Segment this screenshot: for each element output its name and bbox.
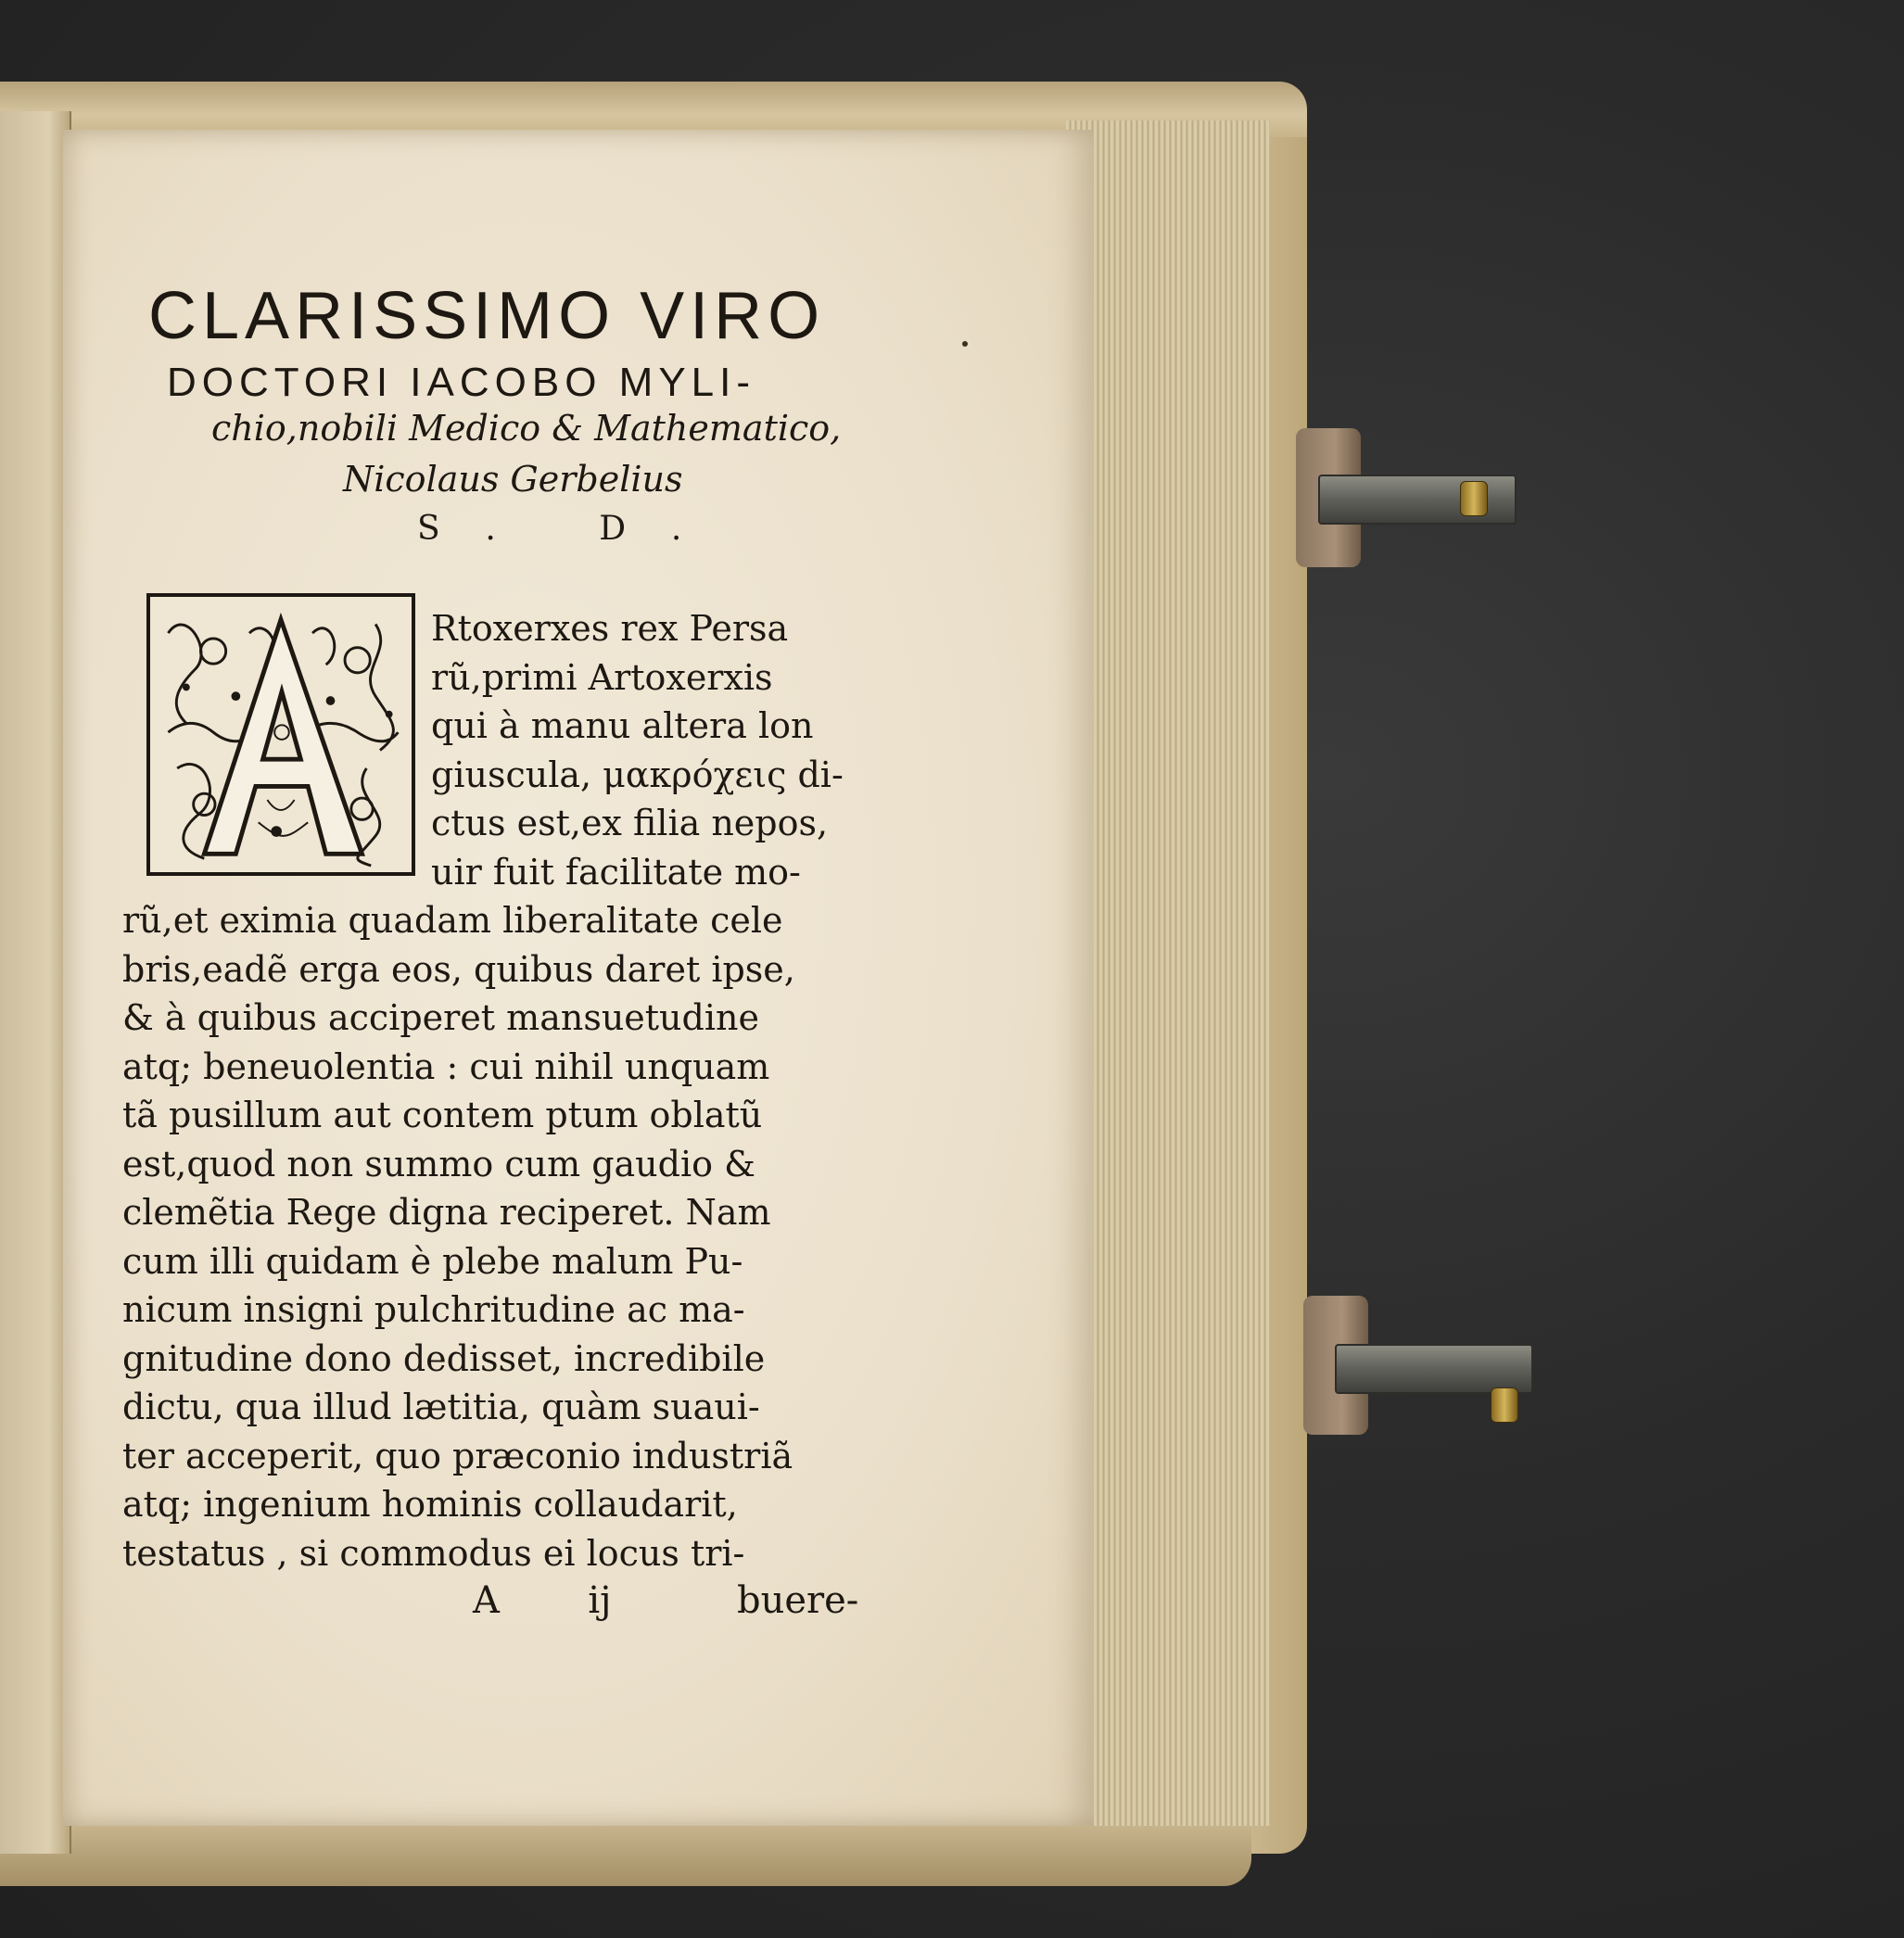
text-line: ter acceperit, quo præconio industriã [122, 1435, 793, 1476]
text-line: est,quod non summo cum gaudio & [122, 1143, 755, 1184]
paragraph-main [122, 896, 795, 1577]
left-page-strip [0, 111, 71, 1854]
ink-speck [962, 341, 968, 347]
clasp-rivet-lower [1491, 1387, 1518, 1423]
text-line: nicum insigni pulchritudine ac ma- [122, 1289, 745, 1330]
book-bottom-edge [0, 1821, 1251, 1886]
text-line: uir fuit facilitate mo- [431, 851, 801, 893]
signature-number: ij [588, 1579, 612, 1622]
salutation-line: S. D. [417, 510, 729, 548]
text-line: dictu, qua illud lætitia, quàm suaui- [122, 1387, 760, 1427]
clasp-lower [1335, 1344, 1533, 1394]
text-line: gnitudine dono dedisset, incredibile [122, 1337, 766, 1379]
text-line: & à quibus acciperet mansuetudine [122, 997, 759, 1038]
text-line: clemẽtia Rege digna reciperet. Nam [122, 1192, 771, 1233]
decorated-initial [146, 593, 415, 876]
addressee-line: DOCTORI IACOBO MYLI- [167, 360, 756, 405]
text-line: rũ,et eximia quadam liberalitate cele [122, 900, 783, 941]
page-title: CLARISSIMO VIRO [148, 279, 826, 353]
text-line: atq; ingenium hominis collaudarit, [122, 1484, 738, 1525]
dedication-line-3: chio,nobili Medico & Mathematico, [211, 408, 842, 449]
text-line: cum illi quidam è plebe malum Pu- [122, 1240, 743, 1282]
text-line: Rtoxerxes rex Persa [431, 608, 789, 649]
initial-letter [150, 597, 412, 872]
text-line: qui à manu altera lon [431, 705, 814, 746]
text-line: atq; beneuolentia : cui nihil unquam [122, 1045, 770, 1087]
paragraph-side [431, 604, 844, 896]
text-line: ctus est,ex filia nepos, [431, 803, 829, 843]
catchword: buere- [736, 1579, 859, 1622]
signature-mark: A [473, 1579, 500, 1622]
text-line: bris,eadẽ erga eos, quibus daret ipse, [122, 948, 795, 990]
text-line: tã pusillum aut contem ptum oblatũ [122, 1095, 763, 1135]
text-line: giuscula, μακρόχεις di- [431, 754, 844, 795]
author-line: Nicolaus Gerbelius [343, 459, 683, 500]
clasp-rivet-upper [1460, 481, 1488, 516]
text-line: rũ,primi Artoxerxis [431, 656, 773, 698]
signature-line [473, 1579, 858, 1622]
text-line: testatus , si commodus ei locus tri- [122, 1532, 745, 1574]
page-edges [1066, 120, 1270, 1826]
